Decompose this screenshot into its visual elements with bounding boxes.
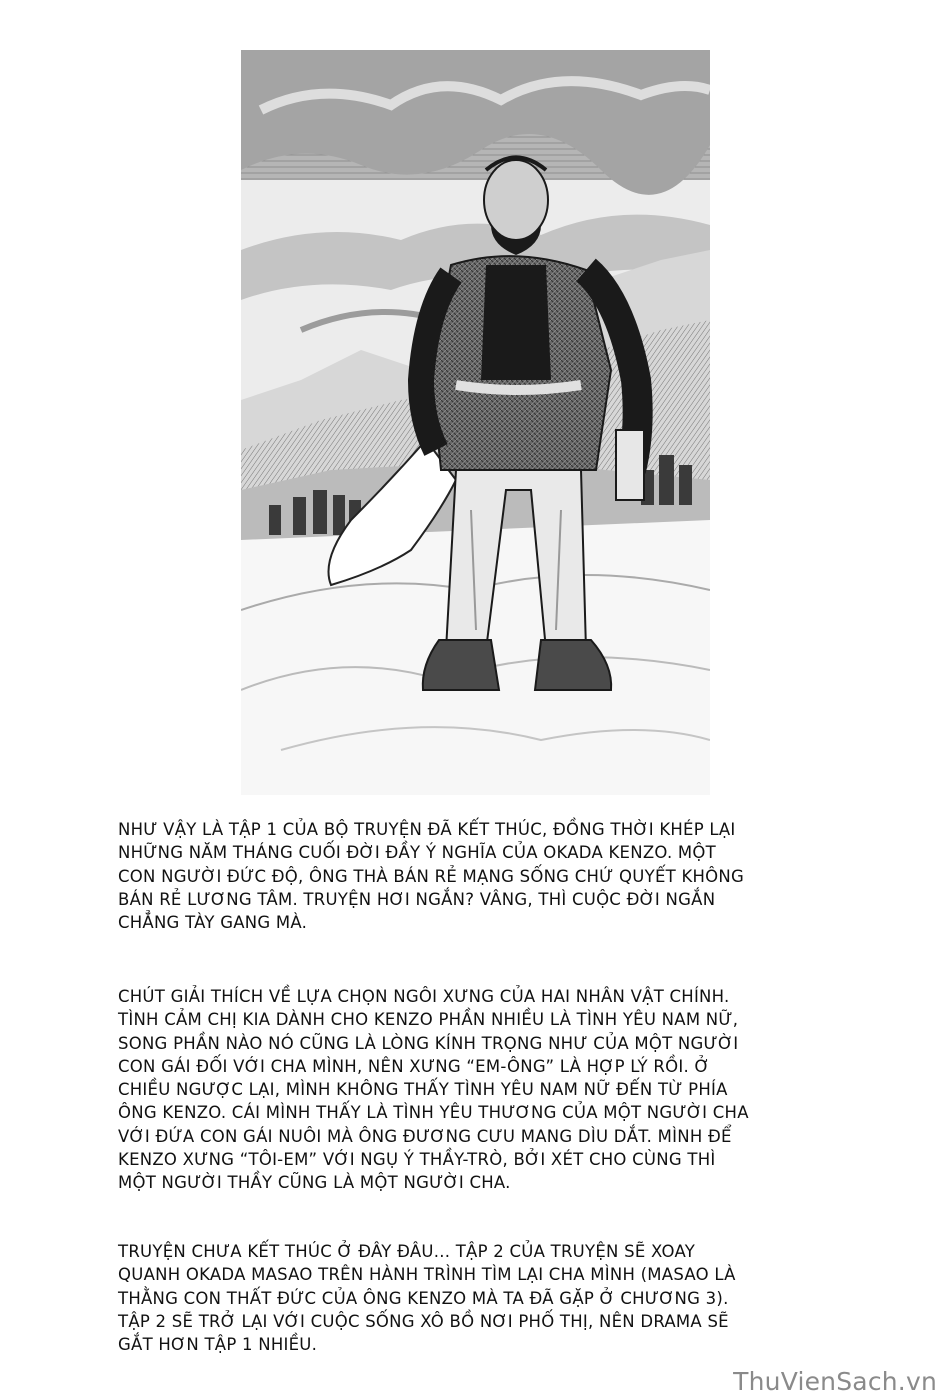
text-line: CHIỀU NGƯỢC LẠI, MÌNH KHÔNG THẤY TÌNH YÊU NAM NỮ ĐẾN TỪ PHÍA — [118, 1080, 728, 1100]
text-line: NHỮNG NĂM THÁNG CUỐI ĐỜI ĐẦY Ý NGHĨA CỦA OKADA KENZO. MỘT — [118, 843, 716, 863]
text-line: GẮT HƠN TẬP 1 NHIỀU. — [118, 1335, 318, 1355]
text-line: CON NGƯỜI ĐỨC ĐỘ, ÔNG THÀ BÁN RẺ MẠNG SỐNG CHỨ QUYẾT KHÔNG — [118, 866, 745, 886]
text-line: CHÚT GIẢI THÍCH VỀ LỰA CHỌN NGÔI XƯNG CỦA HAI NHÂN VẬT CHÍNH. — [118, 987, 730, 1006]
text-line: BÁN RẺ LƯƠNG TÂM. TRUYỆN HƠI NGẮN? VÂNG, THÌ CUỘC ĐỜI NGẮN — [118, 889, 716, 909]
text-line: KENZO XƯNG “TÔI-EM” VỚI NGỤ Ý THẦY-TRÒ, BỞI XÉT CHO CÙNG THÌ — [118, 1150, 716, 1170]
text-line: NHƯ VẬY LÀ TẬP 1 CỦA BỘ TRUYỆN ĐÃ KẾT THÚC, ĐỒNG THỜI KHÉP LẠI — [118, 820, 736, 839]
text-line: CHẲNG TÀY GANG MÀ. — [118, 913, 308, 933]
manga-illustration — [241, 50, 710, 795]
text-line: QUANH OKADA MASAO TRÊN HÀNH TRÌNH TÌM LẠI CHA MÌNH (MASAO LÀ — [118, 1265, 736, 1285]
site-watermark: ThuVienSach.vn — [733, 1367, 937, 1396]
text-line: SONG PHẦN NÀO NÓ CŨNG LÀ LÒNG KÍNH TRỌNG NHƯ CỦA MỘT NGƯỜI — [118, 1033, 739, 1053]
text-line: TRUYỆN CHƯA KẾT THÚC Ở ĐÂY ĐÂU... TẬP 2 CỦA TRUYỆN SẼ XOAY — [118, 1242, 696, 1261]
text-line: CON GÁI ĐỐI VỚI CHA MÌNH, NÊN XƯNG “EM-ÔNG” LÀ HỢP LÝ RỒI. Ở — [118, 1056, 710, 1076]
hunter-figure-icon — [241, 50, 710, 795]
text-line: ÔNG KENZO. CÁI MÌNH THẤY LÀ TÌNH YÊU THƯƠNG CỦA MỘT NGƯỜI CHA — [118, 1103, 749, 1123]
text-line: VỚI ĐỨA CON GÁI NUÔI MÀ ÔNG ĐƯƠNG CƯU MANG DÌU DẮT. MÌNH ĐỂ — [118, 1126, 732, 1146]
text-line: MỘT NGƯỜI THẦY CŨNG LÀ MỘT NGƯỜI CHA. — [118, 1173, 511, 1193]
text-line: TẬP 2 SẼ TRỞ LẠI VỚI CUỘC SỐNG XÔ BỒ NƠI PHỐ THỊ, NÊN DRAMA SẼ — [118, 1311, 729, 1331]
text-line: TÌNH CẢM CHỊ KIA DÀNH CHO KENZO PHẦN NHIỀU LÀ TÌNH YÊU NAM NỮ, — [118, 1010, 739, 1030]
paragraph-next-volume — [118, 1240, 858, 1356]
paragraph-ending — [118, 818, 858, 934]
paragraph-pronoun-explanation — [118, 985, 858, 1195]
text-line: THẰNG CON THẤT ĐỨC CỦA ÔNG KENZO MÀ TA ĐÃ GẶP Ở CHƯƠNG 3). — [118, 1288, 729, 1308]
